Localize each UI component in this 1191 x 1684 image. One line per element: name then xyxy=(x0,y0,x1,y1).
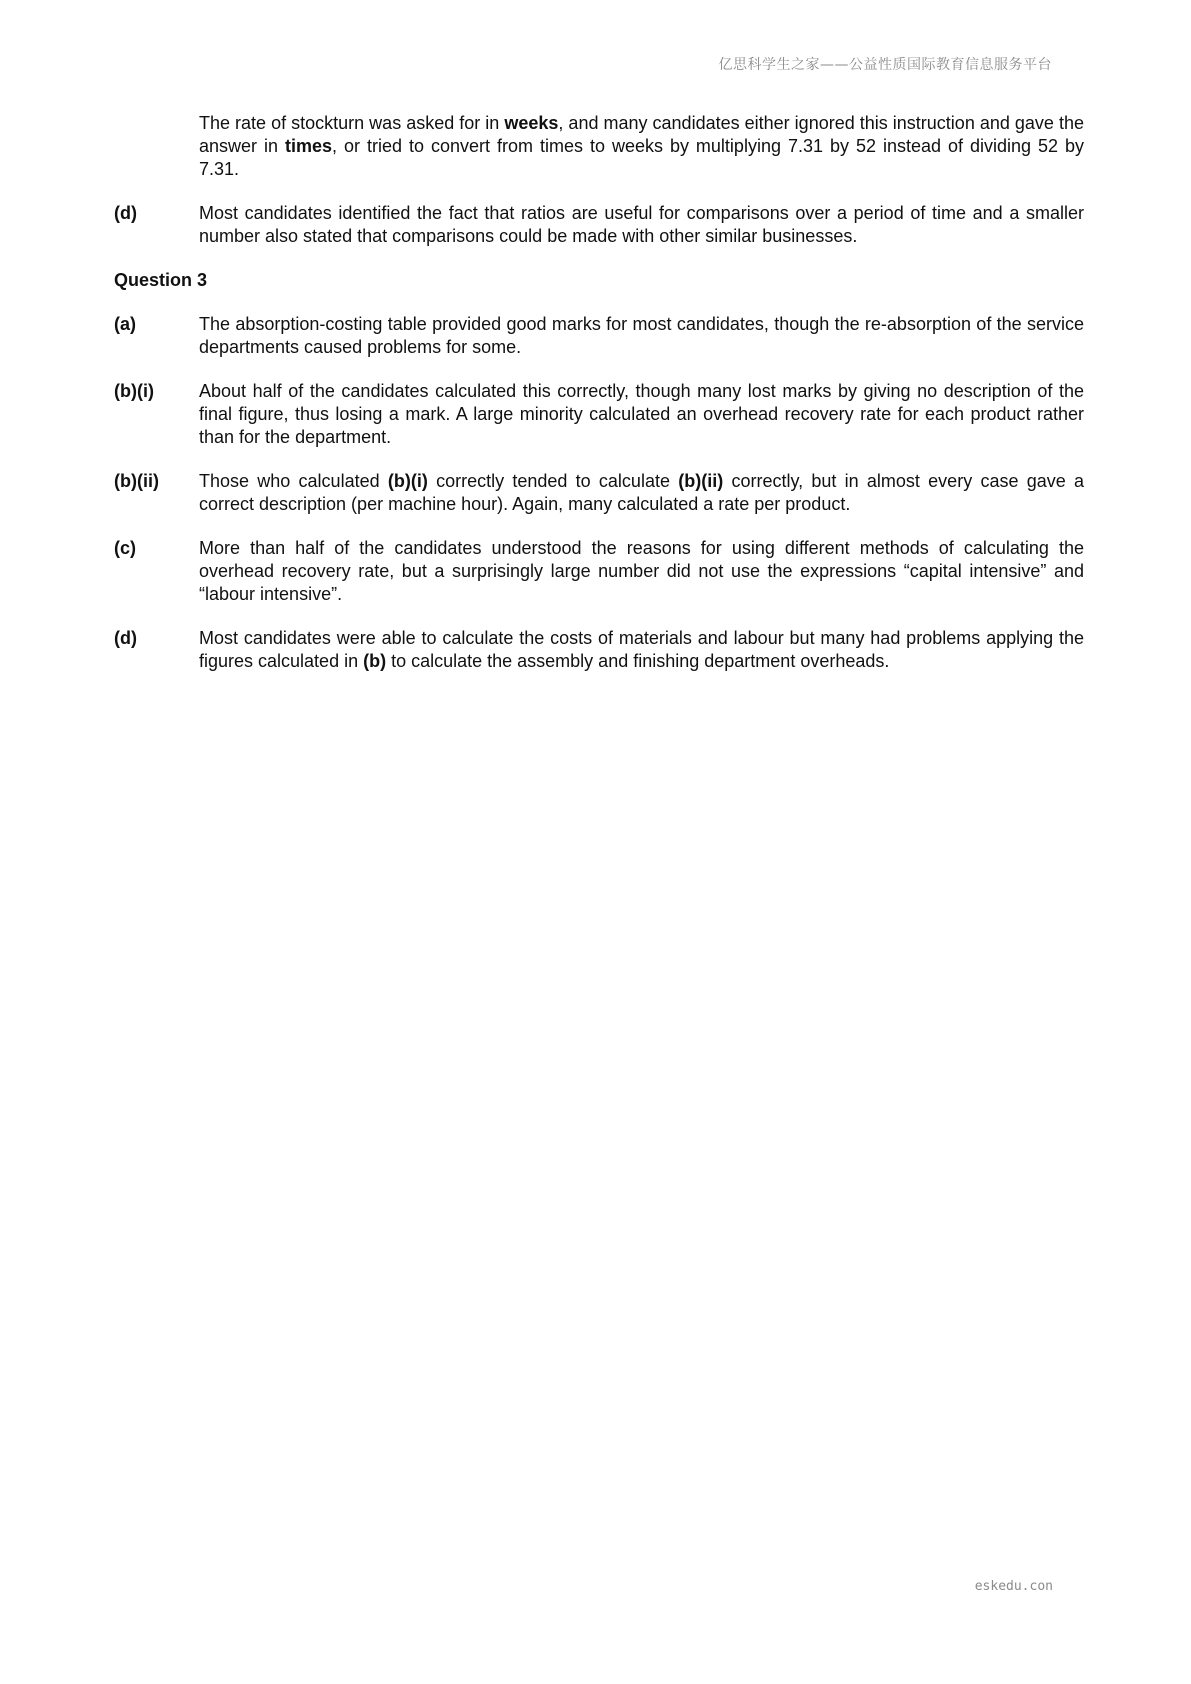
part-label: (d) xyxy=(114,203,137,223)
q3-part-b-i xyxy=(114,380,1084,449)
part-label: (a) xyxy=(114,314,136,334)
text-span: , or tried to convert from times to weeks by multiplying 7.31 by 52 instead of dividing 52 by 7.31. xyxy=(199,136,1084,179)
stockturn-text xyxy=(199,112,1084,181)
footer-site-url: eskedu.con xyxy=(974,1579,1053,1594)
header-site-note: 亿思科学生之家——公益性质国际教育信息服务平台 xyxy=(718,57,1052,73)
q3-part-a xyxy=(114,313,1084,359)
part-text: Most candidates identified the fact that ratios are useful for comparisons over a period of time and a smaller number also stated that comparisons could be made with other similar businesses. xyxy=(199,203,1084,246)
continuation-paragraph xyxy=(114,112,1084,181)
text-span: correctly, but in almost every case gave a correct description (per machine hour). Again, many calculated a rate per product. xyxy=(199,471,1085,514)
empty-label xyxy=(114,112,199,181)
bold-span: times xyxy=(285,136,333,156)
text-span: to calculate the assembly and finishing department overheads. xyxy=(386,651,890,671)
q2-part-d xyxy=(114,202,1084,248)
part-label: (d) xyxy=(114,628,137,648)
part-label: (c) xyxy=(114,538,136,558)
part-text: About half of the candidates calculated this correctly, though many lost marks by giving no description of the final figure, thus losing a mark. A large minority calculated an overhead recovery rate for each product rather than for the department. xyxy=(199,381,1084,447)
part-label: (b)(ii) xyxy=(114,471,159,491)
q3-part-c xyxy=(114,537,1084,606)
bold-span: (b) xyxy=(363,651,387,671)
q3-part-d xyxy=(114,627,1084,673)
report-body xyxy=(114,112,1084,694)
part-text xyxy=(199,470,1084,516)
question-3-heading: Question 3 xyxy=(114,270,208,290)
q3-part-b-ii xyxy=(114,470,1084,516)
text-span: , and many candidates either ignored this instruction and gave the answer in xyxy=(199,113,1084,156)
part-text: The absorption-costing table provided good marks for most candidates, though the re-absorption of the service departments caused problems for some. xyxy=(199,314,1084,357)
part-label: (b)(i) xyxy=(114,381,154,401)
part-text: More than half of the candidates understood the reasons for using different methods of calculating the overhead recovery rate, but a surprisingly large number did not use the expressions “capital intensive” and “labour intensive”. xyxy=(199,538,1084,604)
text-span: Those who calculated xyxy=(199,471,388,491)
part-text xyxy=(199,627,1084,673)
text-span: The rate of stockturn was asked for in xyxy=(199,113,505,133)
bold-span: (b)(i) xyxy=(387,471,428,491)
bold-span: weeks xyxy=(504,113,559,133)
text-span: correctly tended to calculate xyxy=(427,471,679,491)
bold-span: (b)(ii) xyxy=(678,471,724,491)
text-span: Most candidates were able to calculate the costs of materials and labour but many had problems applying the figures calculated in xyxy=(199,628,1084,671)
